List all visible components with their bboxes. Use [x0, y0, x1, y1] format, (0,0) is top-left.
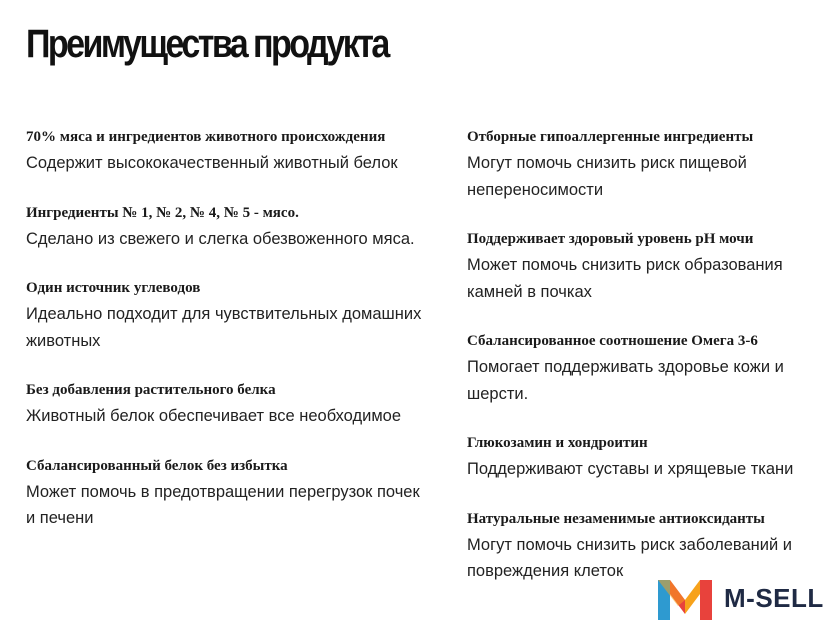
- feature-title: 70% мяса и ингредиентов животного происхождения: [26, 129, 386, 145]
- feature-item: [467, 327, 827, 407]
- feature-item: [26, 199, 426, 253]
- feature-description: Может помочь в предотвращении перегрузок почек и печени: [26, 482, 420, 527]
- feature-title: Поддерживает здоровый уровень pH мочи: [467, 231, 754, 247]
- feature-description: Помогает поддерживать здоровье кожи и шерсти.: [467, 358, 784, 403]
- feature-description: Могут помочь снизить риск заболеваний и повреждения клеток: [467, 535, 793, 580]
- feature-title: Отборные гипоаллергенные ингредиенты: [467, 129, 754, 145]
- feature-title: Один источник углеводов: [26, 280, 201, 296]
- feature-title: Сбалансированное соотношение Омега 3-6: [467, 333, 758, 349]
- feature-description: Сделано из свежего и слегка обезвоженного мяса.: [26, 229, 415, 248]
- feature-description: Содержит высококачественный животный белок: [26, 154, 398, 172]
- feature-item: [467, 505, 827, 585]
- feature-item: [26, 274, 426, 354]
- left-features-column: [26, 123, 426, 554]
- feature-title: Ингредиенты № 1, № 2, № 4, № 5 - мясо.: [26, 204, 299, 221]
- right-features-column: [467, 123, 827, 607]
- feature-description: Животный белок обеспечивает все необходимое: [26, 407, 402, 425]
- feature-item: [467, 123, 827, 203]
- feature-title: Натуральные незаменимые антиоксиданты: [467, 510, 765, 527]
- feature-item: [467, 429, 827, 483]
- logo-text: M-SELL: [724, 582, 824, 613]
- feature-description: Могут помочь снизить риск пищевой непереносимости: [467, 154, 747, 199]
- feature-description: Может помочь снизить риск образования камней в почках: [467, 256, 783, 301]
- m-sell-logo-icon: [656, 576, 714, 620]
- feature-item: [26, 376, 426, 430]
- feature-item: [26, 452, 426, 532]
- feature-item: [467, 225, 827, 305]
- m-sell-logo: [656, 576, 824, 620]
- page-title: Преимущества продукта: [26, 22, 388, 66]
- feature-title: Глюкозамин и хондроитин: [467, 435, 648, 451]
- feature-title: Без добавления растительного белка: [26, 382, 276, 398]
- feature-title: Сбалансированный белок без избытка: [26, 457, 288, 474]
- feature-item: [26, 123, 426, 177]
- feature-description: Идеально подходит для чувствительных домашних животных: [26, 305, 422, 350]
- feature-description: Поддерживают суставы и хрящевые ткани: [467, 460, 794, 478]
